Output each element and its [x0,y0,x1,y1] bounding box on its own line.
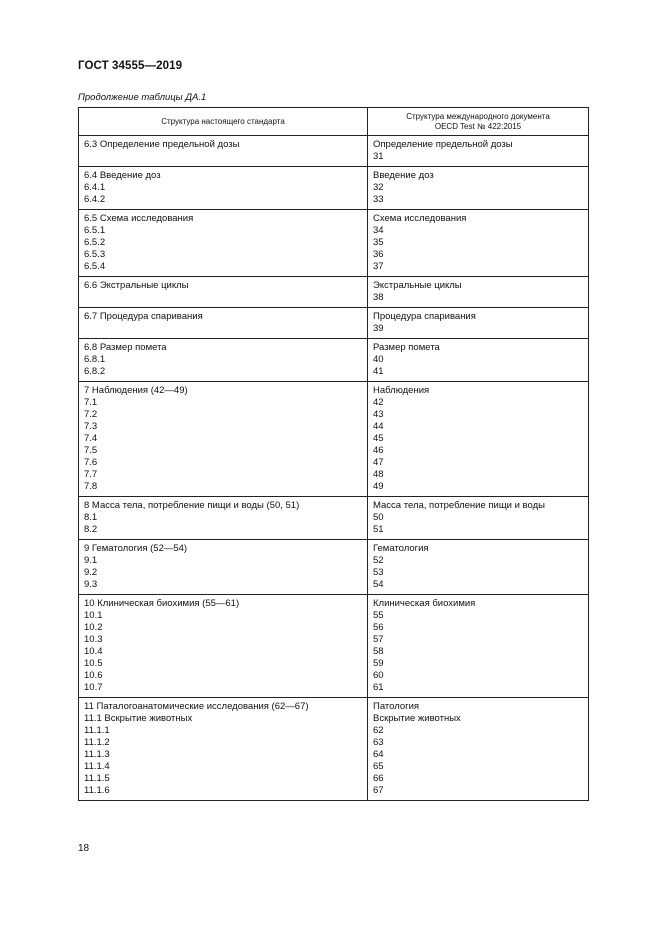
oecd-clause: 45 [373,433,384,444]
standard-clause: 9.2 [84,567,98,578]
standard-clause: 6.5 Схема исследования [84,213,194,224]
oecd-structure-cell [368,136,589,167]
oecd-clause: 60 [373,670,384,681]
standard-clause: 9.1 [84,555,98,566]
oecd-clause: Размер помета [373,342,440,353]
oecd-clause: 31 [373,151,384,162]
table-row [79,382,589,497]
standard-clause: 11.1.1 [84,725,110,736]
oecd-clause: 61 [373,682,384,693]
standard-clause: 8 Масса тела, потребление пищи и воды (50, 51) [84,500,300,511]
oecd-structure-cell [368,382,589,497]
standard-clause: 7.2 [84,409,98,420]
standard-clause: 10.6 [84,670,103,681]
oecd-clause: 35 [373,237,384,248]
oecd-clause: 37 [373,261,384,272]
standard-clause: 7.5 [84,445,98,456]
oecd-structure-cell [368,540,589,595]
oecd-clause: 53 [373,567,384,578]
oecd-clause: Гематология [373,543,429,554]
standard-structure-cell [79,497,368,540]
standard-structure-cell [79,210,368,277]
oecd-clause: 49 [373,481,384,492]
oecd-clause: 63 [373,737,384,748]
oecd-clause: 41 [373,366,384,377]
oecd-clause: 54 [373,579,384,590]
oecd-clause: 62 [373,725,384,736]
oecd-clause: 59 [373,658,384,669]
oecd-clause: 34 [373,225,384,236]
oecd-structure-cell [368,497,589,540]
oecd-structure-cell [368,339,589,382]
standard-clause: 6.3 Определение предельной дозы [84,139,240,150]
table-row [79,167,589,210]
oecd-clause: 55 [373,610,384,621]
standard-clause: 7.6 [84,457,98,468]
oecd-clause: Схема исследования [373,213,467,224]
oecd-clause: Масса тела, потребление пищи и воды [373,500,545,511]
standard-clause: 7.4 [84,433,98,444]
table-row [79,698,589,801]
standard-clause: 6.7 Процедура спаривания [84,311,203,322]
standard-clause: 6.8.1 [84,354,106,365]
standard-structure-cell [79,308,368,339]
standard-clause: 7.8 [84,481,98,492]
oecd-clause: 64 [373,749,384,760]
oecd-clause: 47 [373,457,384,468]
oecd-clause: Экстральные циклы [373,280,462,291]
standard-structure-cell [79,698,368,801]
standard-clause: 9.3 [84,579,98,590]
column-header-international [368,108,589,136]
standard-clause: 6.8.2 [84,366,106,377]
oecd-clause: 46 [373,445,384,456]
table-row [79,595,589,698]
table-header-row [79,108,589,136]
standard-clause: 6.4.2 [84,194,106,205]
oecd-clause: Введение доз [373,170,434,181]
correspondence-table [78,107,589,801]
standard-clause: 10.4 [84,646,103,657]
oecd-clause: Процедура спаривания [373,311,476,322]
standard-clause: 7.1 [84,397,98,408]
table-row [79,210,589,277]
oecd-clause: Патология [373,701,420,712]
oecd-clause: Вскрытие животных [373,713,461,724]
oecd-clause: 42 [373,397,384,408]
standard-clause: 11.1.5 [84,773,110,784]
standard-structure-cell [79,277,368,308]
standard-clause: 7.3 [84,421,98,432]
column-header-standard-label: Структура настоящего стандарта [161,116,285,126]
table-row [79,540,589,595]
standard-structure-cell [79,382,368,497]
standard-clause: 6.5.1 [84,225,106,236]
table-body [79,136,589,801]
oecd-clause: Определение предельной дозы [373,139,513,150]
oecd-clause: 38 [373,292,384,303]
oecd-clause: 66 [373,773,384,784]
standard-structure-cell [79,339,368,382]
oecd-structure-cell [368,277,589,308]
standard-clause: 6.6 Экстральные циклы [84,280,189,291]
oecd-clause: Наблюдения [373,385,430,396]
oecd-clause: 36 [373,249,384,260]
standard-clause: 11.1.2 [84,737,110,748]
table-row [79,497,589,540]
standard-clause: 10.7 [84,682,103,693]
standard-clause: 6.5.3 [84,249,106,260]
oecd-structure-cell [368,210,589,277]
oecd-structure-cell [368,308,589,339]
standard-clause: 6.5.4 [84,261,106,272]
document-header: ГОСТ 34555—2019 [78,60,183,72]
standard-clause: 7 Наблюдения (42—49) [84,385,188,396]
oecd-clause: 56 [373,622,384,633]
standard-clause: 6.4 Введение доз [84,170,161,181]
oecd-clause: 39 [373,323,384,334]
oecd-clause: 33 [373,194,384,205]
standard-clause: 8.1 [84,512,98,523]
oecd-clause: 50 [373,512,384,523]
standard-clause: 8.2 [84,524,98,535]
page-number: 18 [78,843,90,854]
standard-clause: 11.1.3 [84,749,110,760]
standard-clause: 6.8 Размер помета [84,342,167,353]
standard-clause: 7.7 [84,469,98,480]
table-row [79,339,589,382]
standard-clause: 10 Клиническая биохимия (55—61) [84,598,240,609]
oecd-clause: 51 [373,524,384,535]
oecd-clause: 32 [373,182,384,193]
oecd-clause: 67 [373,785,384,796]
standard-structure-cell [79,540,368,595]
standard-clause: 11.1.6 [84,785,110,796]
oecd-clause: 58 [373,646,384,657]
column-header-international-line1: Структура международного документа [406,111,550,121]
standard-structure-cell [79,167,368,210]
oecd-structure-cell [368,595,589,698]
standard-clause: 9 Гематология (52—54) [84,543,188,554]
standard-clause: 11.1 Вскрытие животных [84,713,193,724]
standard-clause: 10.3 [84,634,103,645]
oecd-clause: 65 [373,761,384,772]
standard-clause: 10.2 [84,622,103,633]
standard-clause: 11.1.4 [84,761,110,772]
table-row [79,136,589,167]
oecd-clause: 57 [373,634,384,645]
standard-structure-cell [79,136,368,167]
oecd-clause: 52 [373,555,384,566]
column-header-standard [79,108,368,136]
oecd-clause: 43 [373,409,384,420]
table-row [79,308,589,339]
oecd-structure-cell [368,698,589,801]
standard-clause: 6.4.1 [84,182,106,193]
oecd-clause: 40 [373,354,384,365]
table-row [79,277,589,308]
standard-clause: 10.1 [84,610,103,621]
standard-structure-cell [79,595,368,698]
standard-clause: 11 Паталогоанатомические исследования (62—67) [84,701,309,712]
oecd-structure-cell [368,167,589,210]
oecd-clause: 48 [373,469,384,480]
column-header-international-line2: OECD Test № 422:2015 [434,121,522,131]
standard-clause: 10.5 [84,658,103,669]
oecd-clause: Клиническая биохимия [373,598,476,609]
oecd-clause: 44 [373,421,384,432]
standard-clause: 6.5.2 [84,237,106,248]
table-caption: Продолжение таблицы ДА.1 [78,92,207,103]
